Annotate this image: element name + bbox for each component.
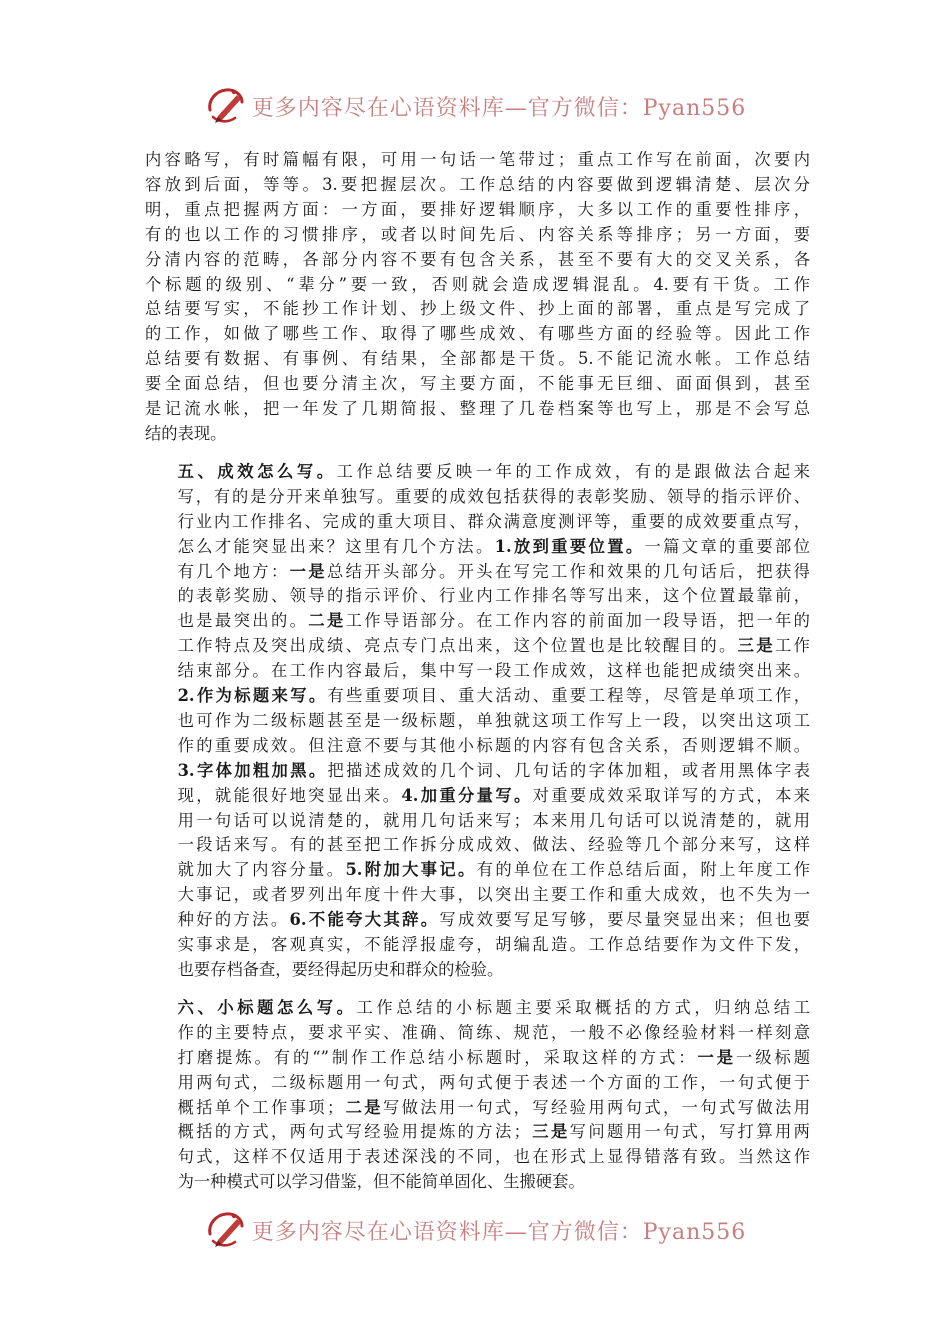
text-line xyxy=(145,958,810,983)
text-line xyxy=(145,485,810,510)
text-run: 也可作为二级标题甚至是一级标题，单独就这项工作写上一段，以突出这项工 xyxy=(177,710,810,730)
text-run: 用两句式，二级标题用一句式，两句式便于表述一个方面的工作，一句式便于 xyxy=(177,1072,810,1092)
text-line xyxy=(145,1071,810,1096)
text-run: 写做法用一句式，写经验用两句式，一句式写做法用 xyxy=(382,1097,810,1117)
text-line xyxy=(145,173,810,198)
text-run: 容放到后面，等等。3.要把握层次。工作总结的内容要做到逻辑清楚、层次分 xyxy=(145,174,810,194)
text-run: 个标题的级别、“辈分”要一致，否则就会造成逻辑混乱。4.要有干货。工作 xyxy=(145,274,810,294)
bold-phrase: 6.不能夸大其辞。 xyxy=(289,910,440,930)
text-line xyxy=(145,1145,810,1170)
text-run: 的工作，如做了哪些工作、取得了哪些成效、有哪些方面的经验等。因此工作 xyxy=(145,324,810,344)
text-run: 有的也以工作的习惯排序，或者以时间先后、内容关系等排序；另一方面，要 xyxy=(145,224,810,244)
text-line xyxy=(145,273,810,298)
text-line xyxy=(145,809,810,834)
bold-phrase: 1.放到重要位置。 xyxy=(494,536,645,556)
text-run: 写成效要写足写够，要尽量突显出来；但也要 xyxy=(439,910,810,930)
text-run: 的表彰奖励、领导的指示评价、行业内工作排名等写出来，这个位置最靠前， xyxy=(177,586,810,606)
text-run: 工作 xyxy=(775,636,810,656)
text-run: 结的表现。 xyxy=(145,423,227,443)
bold-phrase: 三是 xyxy=(737,636,776,656)
paragraph-continuation xyxy=(145,148,810,447)
bold-phrase: 5.附加大事记。 xyxy=(345,860,477,880)
text-line xyxy=(145,908,810,933)
text-run: 工作特点及突出成绩、亮点专门点出来，这个位置也是比较醒目的。 xyxy=(177,636,738,656)
text-run: 对重要成效采取详写的方式，本来 xyxy=(532,785,810,805)
text-line xyxy=(145,1021,810,1046)
text-line xyxy=(145,248,810,273)
text-run: 作的主要特点，要求平实、准确、简练、规范，一般不必像经验材料一样刻意 xyxy=(177,1022,810,1042)
text-run: 概括的方式，两句式写经验用提炼的方法； xyxy=(177,1122,530,1142)
text-line xyxy=(145,759,810,784)
text-run: 用一句话可以说清楚的，就用几句话来写；本来用几句话可以说清楚的，就用 xyxy=(177,810,810,830)
text-line xyxy=(145,372,810,397)
document-body xyxy=(145,148,810,1195)
text-line xyxy=(145,609,810,634)
text-line xyxy=(145,560,810,585)
pen-logo-icon xyxy=(204,84,248,128)
text-run: 结束部分。在工作内容最后，集中写一段工作成效，这样也能把成绩突出来。 xyxy=(177,661,810,681)
text-line xyxy=(145,634,810,659)
text-line xyxy=(145,709,810,734)
text-run: 实事求是，客观真实，不能浮报虚夸，胡编乱造。工作总结要作为文件下发， xyxy=(177,935,810,955)
bold-phrase: 二是 xyxy=(308,611,346,631)
text-run: 句式，这样不仅适用于表述深浅的不同，也在形式上显得错落有致。当然这作 xyxy=(177,1147,810,1167)
text-run: 把描述成效的几个词、几句话的字体加粗，或者用黑体字表 xyxy=(327,760,810,780)
text-run: 概括单个工作事项； xyxy=(177,1097,344,1117)
text-line xyxy=(145,223,810,248)
text-line xyxy=(145,1046,810,1071)
text-line xyxy=(145,347,810,372)
header-banner xyxy=(0,80,950,132)
text-line xyxy=(145,659,810,684)
text-run: 写，有的是分开来单独写。重要的成效包括获得的表彰奖励、领导的指示评价、 xyxy=(177,486,810,506)
text-line xyxy=(145,996,810,1021)
text-line xyxy=(145,198,810,223)
text-line xyxy=(145,784,810,809)
text-line xyxy=(145,422,810,447)
text-run: 怎么才能突显出来？这里有几个方法。 xyxy=(177,536,495,556)
text-run: 为一种模式可以学习借鉴，但不能简单固化、生搬硬套。 xyxy=(177,1172,585,1192)
text-run: 作的重要成效。但注意不要与其他小标题的内容有包含关系，否则逻辑不顺。 xyxy=(177,735,810,755)
bold-phrase: 4.加重分量写。 xyxy=(401,785,533,805)
text-run: 写问题用一句式，写打算用两 xyxy=(569,1122,810,1142)
text-run: 一级标题 xyxy=(735,1047,810,1067)
text-line xyxy=(145,1120,810,1145)
text-line xyxy=(145,535,810,560)
text-run: 也要存档备查，要经得起历史和群众的检验。 xyxy=(177,960,504,979)
text-run: 有几个地方： xyxy=(177,561,290,581)
text-line xyxy=(145,397,810,422)
text-line xyxy=(145,584,810,609)
text-line xyxy=(145,833,810,858)
paragraph-section-six xyxy=(145,996,810,1195)
bold-phrase: 三是 xyxy=(529,1122,570,1142)
footer-banner xyxy=(0,1204,950,1256)
text-run: 是记流水帐，把一年发了几期简报、整理了几卷档案等也写上，那是不会写总 xyxy=(145,399,810,419)
paragraph-section-five xyxy=(145,460,810,983)
text-run: 大事记，或者罗列出年度十件大事，以突出主要工作和重大成效，也不失为一 xyxy=(177,885,810,905)
text-run: 工作总结要反映一年的工作成效，有的是跟做法合起来 xyxy=(336,461,810,481)
bold-phrase: 二是 xyxy=(343,1097,383,1117)
text-line xyxy=(145,858,810,883)
text-run: 也是最突出的。 xyxy=(177,611,309,631)
text-line xyxy=(145,297,810,322)
text-run: 要全面总结，但也要分清主次，写主要方面，不能事无巨细、面面俱到，甚至 xyxy=(145,374,810,394)
text-line xyxy=(145,1096,810,1121)
text-run: 总结要写实，不能抄工作计划、抄上级文件、抄上面的部署，重点是写完成了 xyxy=(145,299,810,319)
text-run: 就加大了内容分量。 xyxy=(177,860,346,880)
bold-phrase: 3.字体加粗加黑。 xyxy=(177,760,328,780)
text-line xyxy=(145,883,810,908)
text-run: 打磨提炼。有的“”制作工作总结小标题时，采取这样的方式： xyxy=(177,1047,698,1067)
bold-phrase: 2.作为标题来写。 xyxy=(177,686,328,706)
text-line xyxy=(145,510,810,535)
text-run: 种好的方法。 xyxy=(177,910,290,930)
text-run: 工作导语部分。在工作内容的前面加一段导语，把一年的 xyxy=(345,611,810,631)
bold-phrase: 一是 xyxy=(289,561,327,581)
pen-logo-icon xyxy=(204,1208,248,1252)
text-run: 一篇文章的重要部位 xyxy=(644,536,810,556)
text-line xyxy=(145,684,810,709)
text-run: 有些重要项目、重大活动、重要工程等，尽管是单项工作， xyxy=(327,686,810,706)
text-line xyxy=(145,933,810,958)
text-run: 明，重点把握两方面：一方面，要排好逻辑顺序，大多以工作的重要性排序， xyxy=(145,199,810,219)
bold-phrase: 五、成效怎么写。 xyxy=(177,461,337,481)
text-run: 内容略写，有时篇幅有限，可用一句话一笔带过；重点工作写在前面，次要内 xyxy=(145,150,810,169)
banner-text: 更多内容尽在心语资料库—官方微信：Pyan556 xyxy=(251,1219,747,1245)
text-run: 现，就能很好地突显出来。 xyxy=(177,785,402,805)
text-run: 行业内工作排名、完成的重大项目、群众满意度测评等，重要的成效要重点写， xyxy=(177,511,810,531)
text-line xyxy=(145,322,810,347)
text-line xyxy=(145,148,810,173)
text-run: 总结要有数据、有事例、有结果，全部都是干货。5.不能记流水帐。工作总结 xyxy=(145,349,810,369)
bold-phrase: 一是 xyxy=(697,1047,736,1067)
text-line xyxy=(145,1170,810,1195)
bold-phrase: 六、小标题怎么写。 xyxy=(177,997,357,1017)
banner-text: 更多内容尽在心语资料库—官方微信：Pyan556 xyxy=(251,95,747,121)
text-run: 总结开头部分。开头在写完工作和效果的几句话后，把获得 xyxy=(326,561,810,581)
text-run: 工作总结的小标题主要采取概括的方式，归纳总结工 xyxy=(356,997,810,1017)
text-run: 一段话来写。有的甚至把工作拆分成成效、做法、经验等几个部分来写，这样 xyxy=(177,835,810,855)
text-run: 有的单位在工作总结后面，附上年度工作 xyxy=(476,860,810,880)
text-run: 分清内容的范畴，各部分内容不要有包含关系，甚至不要有大的交叉关系，各 xyxy=(145,249,810,269)
text-line xyxy=(145,460,810,485)
text-line xyxy=(145,734,810,759)
